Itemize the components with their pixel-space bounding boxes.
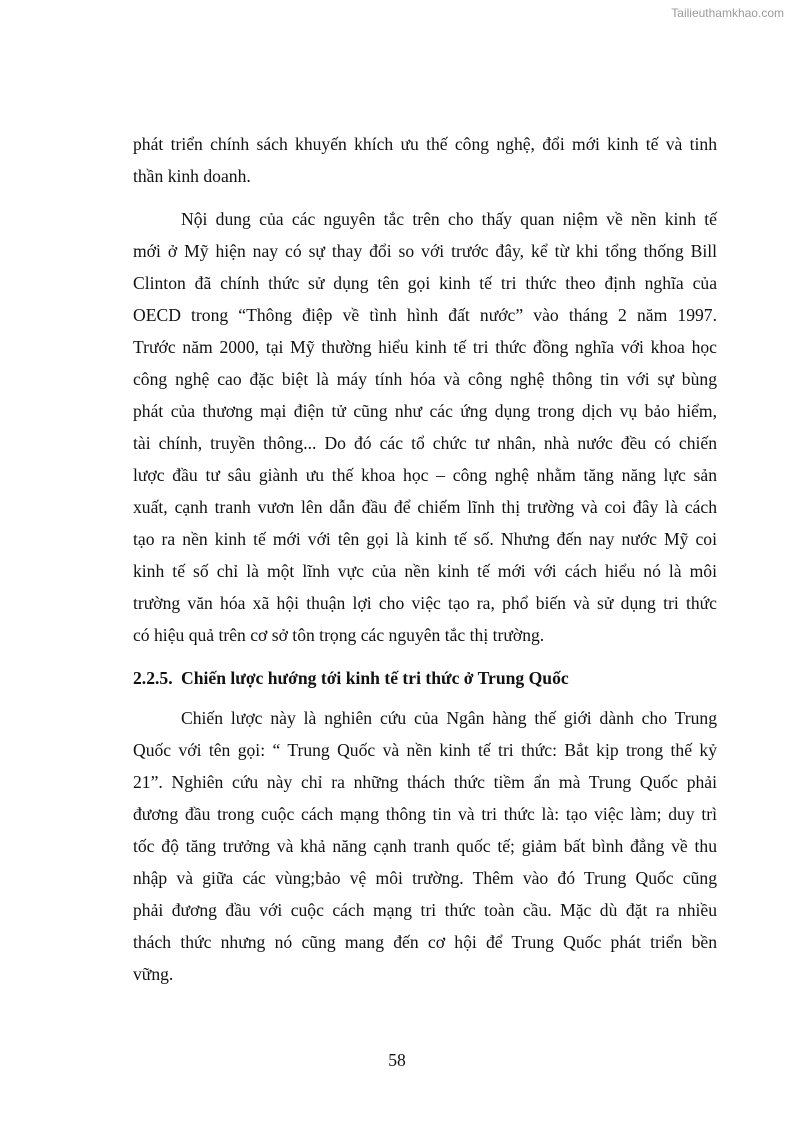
text-line: tài chính, truyền thông... Do đó các tổ chức tư nhân, nhà nước đều có chiến: [133, 433, 717, 453]
text-line: thách thức nhưng nó cũng mang đến cơ hội để Trung Quốc phát triển bền: [133, 932, 717, 952]
text-line: Quốc với tên gọi: “ Trung Quốc và nền kinh tế tri thức: Bắt kịp trong thế kỷ: [133, 740, 717, 760]
text-line: vững.: [133, 964, 174, 984]
watermark: Tailieuthamkhao.com: [671, 6, 784, 20]
text-line: Chiến lược này là nghiên cứu của Ngân hàng thế giới dành cho Trung: [181, 708, 717, 728]
text-line: công nghệ cao đặc biệt là máy tính hóa và công nghệ thông tin với sự bùng: [133, 369, 717, 389]
section-before-heading: [133, 128, 717, 651]
paragraph: [133, 702, 717, 990]
section-after-heading: [133, 702, 717, 990]
paragraph: [133, 203, 717, 651]
text-line: Trước năm 2000, tại Mỹ thường hiểu kinh tế tri thức đồng nghĩa với khoa học: [133, 337, 717, 357]
text-line: tạo ra nền kinh tế mới với tên gọi là kinh tế số. Nhưng đến nay nước Mỹ coi: [133, 529, 717, 549]
text-line: OECD trong “Thông điệp về tình hình đất nước” vào tháng 2 năm 1997.: [133, 305, 717, 325]
text-line: mới ở Mỹ hiện nay có sự thay đổi so với trước đây, kể từ khi tổng thống Bill: [133, 241, 717, 261]
section-heading: [133, 662, 717, 694]
text-line: thần kinh doanh.: [133, 166, 251, 186]
page-number: 58: [388, 1050, 406, 1070]
text-line: kinh tế số chỉ là một lĩnh vực của nền kinh tế mới với cách hiểu nó là môi: [133, 561, 717, 581]
text-line: tốc độ tăng trưởng và khả năng cạnh tranh quốc tế; giảm bất bình đẳng về thu: [133, 836, 717, 856]
text-line: xuất, cạnh tranh vươn lên dẫn đầu để chiếm lĩnh thị trường và coi đây là cách: [133, 497, 717, 517]
text-line: nhập và giữa các vùng;bảo vệ môi trường. Thêm vào đó Trung Quốc cũng: [133, 868, 717, 888]
text-line: Clinton đã chính thức sử dụng tên gọi kinh tế tri thức theo định nghĩa của: [133, 273, 717, 293]
page-body: [133, 128, 717, 1001]
section-title: Chiến lược hướng tới kinh tế tri thức ở Trung Quốc: [181, 668, 569, 688]
section-number: 2.2.5.: [133, 668, 173, 688]
text-line: phải đương đầu với cuộc cách mạng tri thức toàn cầu. Mặc dù đặt ra nhiều: [133, 900, 717, 920]
text-line: có hiệu quả trên cơ sở tôn trọng các nguyên tắc thị trường.: [133, 625, 545, 645]
paragraph: [133, 128, 717, 192]
text-line: đương đầu trong cuộc cách mạng thông tin và tri thức là: tạo việc làm; duy trì: [133, 804, 717, 824]
text-line: phát triển chính sách khuyến khích ưu thế công nghệ, đổi mới kinh tế và tinh: [133, 134, 717, 154]
text-line: Nội dung của các nguyên tắc trên cho thấy quan niệm về nền kinh tế: [181, 209, 717, 229]
text-line: phát của thương mại điện tử cũng như các ứng dụng trong dịch vụ bảo hiểm,: [133, 401, 717, 421]
text-line: 21”. Nghiên cứu này chỉ ra những thách thức tiềm ẩn mà Trung Quốc phải: [133, 772, 717, 792]
text-line: lược đầu tư sâu giành ưu thế khoa học – công nghệ nhằm tăng năng lực sản: [133, 465, 717, 485]
text-line: trường văn hóa xã hội thuận lợi cho việc tạo ra, phổ biến và sử dụng tri thức: [133, 593, 717, 613]
